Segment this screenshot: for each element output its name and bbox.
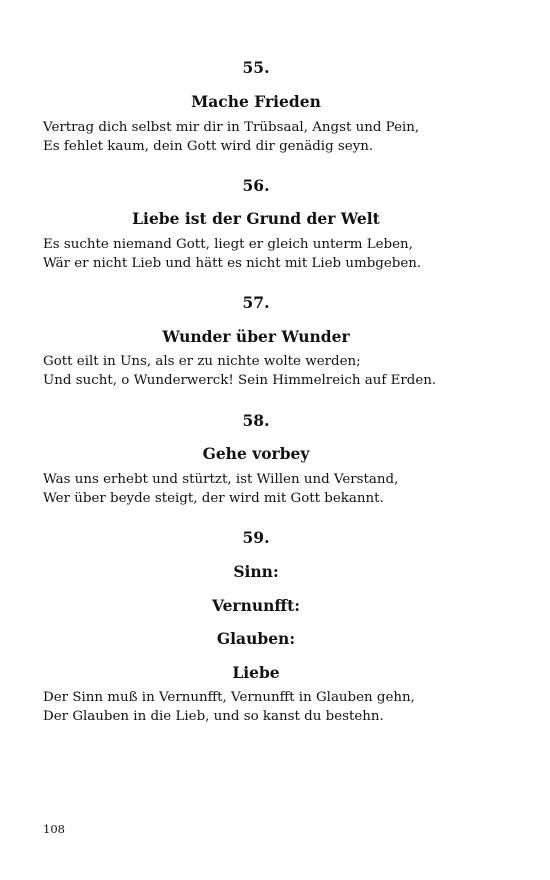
- poem-59-number: 59.: [242, 528, 270, 547]
- verse-line: Der Sinn muß in Vernunfft, Vernunfft in Glauben gehn,: [43, 690, 415, 705]
- poem-56-title: Liebe ist der Grund der Welt: [132, 209, 380, 228]
- poem-55-verse: [43, 118, 503, 156]
- verse-line: Wär er nicht Lieb und hätt es nicht mit Lieb umbgeben.: [43, 256, 422, 271]
- poem-59-title-glauben: Glauben:: [216, 629, 296, 648]
- verse-line: Vertrag dich selbst mir dir in Trübsaal, Angst und Pein,: [43, 120, 420, 135]
- poem-59-title-vernunfft: Vernunfft:: [211, 596, 301, 615]
- verse-line: Der Glauben in die Lieb, und so kanst du bestehn.: [43, 709, 384, 724]
- verse-line: Wer über beyde steigt, der wird mit Gott bekannt.: [43, 491, 384, 506]
- verse-line: Es fehlet kaum, dein Gott wird dir genädig seyn.: [43, 139, 374, 154]
- poem-59-title-liebe: Liebe: [232, 663, 280, 682]
- poem-56-verse: [43, 235, 503, 273]
- poem-56-number: 56.: [242, 176, 270, 195]
- poem-57-verse: [43, 352, 503, 390]
- poem-59-title-sinn: Sinn:: [233, 562, 279, 581]
- poem-55-title: Mache Frieden: [191, 92, 321, 111]
- verse-line: Es suchte niemand Gott, liegt er gleich unterm Leben,: [43, 237, 413, 252]
- poem-59-verse: [43, 688, 503, 726]
- poem-58-verse: [43, 470, 503, 508]
- poem-58-title: Gehe vorbey: [202, 444, 310, 463]
- poem-55-number: 55.: [242, 58, 270, 77]
- poem-57-title: Wunder über Wunder: [162, 327, 350, 346]
- verse-line: Und sucht, o Wunderwerck! Sein Himmelreich auf Erden.: [43, 373, 437, 388]
- poem-57-number: 57.: [242, 293, 270, 312]
- verse-line: Gott eilt in Uns, als er zu nichte wolte werden;: [43, 354, 361, 369]
- page-number: 108: [43, 822, 65, 836]
- verse-line: Was uns erhebt und stürtzt, ist Willen und Verstand,: [43, 472, 399, 487]
- poem-58-number: 58.: [242, 411, 270, 430]
